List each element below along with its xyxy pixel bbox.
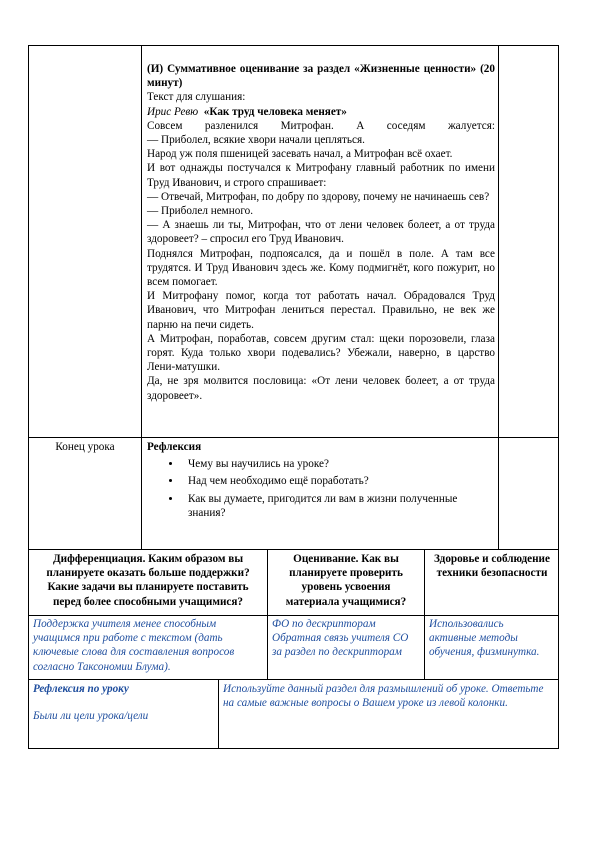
table-border <box>558 45 559 550</box>
column-divider <box>424 549 425 679</box>
differentiation-cell: Поддержка учителя менее способным учащимся при работе с текстом (дать ключевые слова для составления вопросов согласно Таксономии Блума). <box>33 618 235 673</box>
health-safety-cell: Использовались активные методы обучения, физминутка. <box>429 618 540 659</box>
column-divider <box>498 45 499 550</box>
column-divider <box>218 679 219 749</box>
story-paragraph: Народ уж поля пшеницей засевать начал, а Митрофан всё охает. <box>147 148 453 161</box>
health-safety-header: Здоровье и соблюдение техники безопасности <box>434 553 550 580</box>
story-paragraph: — А знаешь ли ты, Митрофан, что от лени человек болеет, а от труда здоровеет? – спросил его Труд Иванович. <box>147 219 495 246</box>
assessment-cell: ФО по дескрипторам Обратная связь учителя СО за раздел по дескрипторам <box>272 618 409 659</box>
table-border <box>558 549 559 749</box>
table-border <box>28 549 29 749</box>
column-divider <box>267 549 268 679</box>
differentiation-header: Дифференциация. Каким образом вы планируете оказать больше поддержки? Какие задачи вы планируете поставить перед более способными учащимися? <box>46 553 250 608</box>
lesson-heading: (И) Суммативное оценивание за раздел «Жизненные ценности» (20 минут) <box>147 63 495 90</box>
listen-label: Текст для слушания: <box>147 91 246 104</box>
story-paragraph: И вот однажды постучался к Митрофану главный работник по имени Труд Иванович, и строго спрашивает: <box>147 162 495 189</box>
story-paragraph: А Митрофан, поработав, совсем другим стал: щеки порозовели, глаза горят. Куда только хвори подевались? Убежали, наверно, в царство Лени-матушки. <box>147 332 495 374</box>
lesson-cell <box>147 62 495 403</box>
table-border <box>28 45 559 46</box>
story-paragraph: — Приболел, всякие хвори начали цепляться. <box>147 134 365 147</box>
story-paragraph: Поднялся Митрофан, подпоясался, да и пошёл в поле. А там все трудятся. И Труд Иванович здесь же. Кому подмигнёт, кого пожурит, но всем помогает. <box>147 247 495 289</box>
lesson-reflection-label: Рефлексия по уроку <box>33 683 129 695</box>
reflection-cell <box>147 440 492 523</box>
story-paragraph: Да, не зря молвится пословица: «От лени человек болеет, а от труда здоровеет». <box>147 375 495 402</box>
lesson-reflection-question: Были ли цели урока/цели <box>33 710 149 722</box>
story-title: «Как труд человека меняет» <box>203 105 347 118</box>
table-border <box>28 45 29 550</box>
row-divider <box>28 679 559 680</box>
story-paragraph: — Приболел немного. <box>147 205 254 218</box>
story-paragraph: — Отвечай, Митрофан, по добру по здорову, почему не начинаешь сев? <box>147 190 490 203</box>
story-paragraph: Совсем разленился Митрофан. А соседям жалуется: <box>147 119 495 132</box>
table-border <box>28 748 559 749</box>
row-divider <box>28 615 559 616</box>
row-divider <box>28 437 559 438</box>
column-divider <box>141 45 142 550</box>
author-name: Ирис Ревю <box>147 105 199 118</box>
list-item: • Как вы думаете, пригодится ли вам в жизни полученные знания? <box>182 492 492 520</box>
list-item: • Над чем необходимо ещё поработать? <box>182 474 492 488</box>
reflection-questions <box>147 457 492 520</box>
row-divider <box>28 549 559 550</box>
stage-label: Конец урока <box>55 441 115 453</box>
list-item: • Чему вы научились на уроке? <box>182 457 492 471</box>
lesson-reflection-hint: Используйте данный раздел для размышлений об уроке. Ответьте на самые важные вопросы о Вашем уроке из левой колонки. <box>223 683 544 710</box>
story-title-line <box>147 105 495 119</box>
story-paragraph: И Митрофану помог, когда тот работать начал. Обрадовался Труд Иванович, что Митрофан лениться перестал. Правильно, не век же парню на печи сидеть. <box>147 290 495 331</box>
reflection-title: Рефлексия <box>147 441 202 453</box>
assessment-header: Оценивание. Как вы планируете проверить уровень усвоения материала учащимися? <box>285 553 407 608</box>
